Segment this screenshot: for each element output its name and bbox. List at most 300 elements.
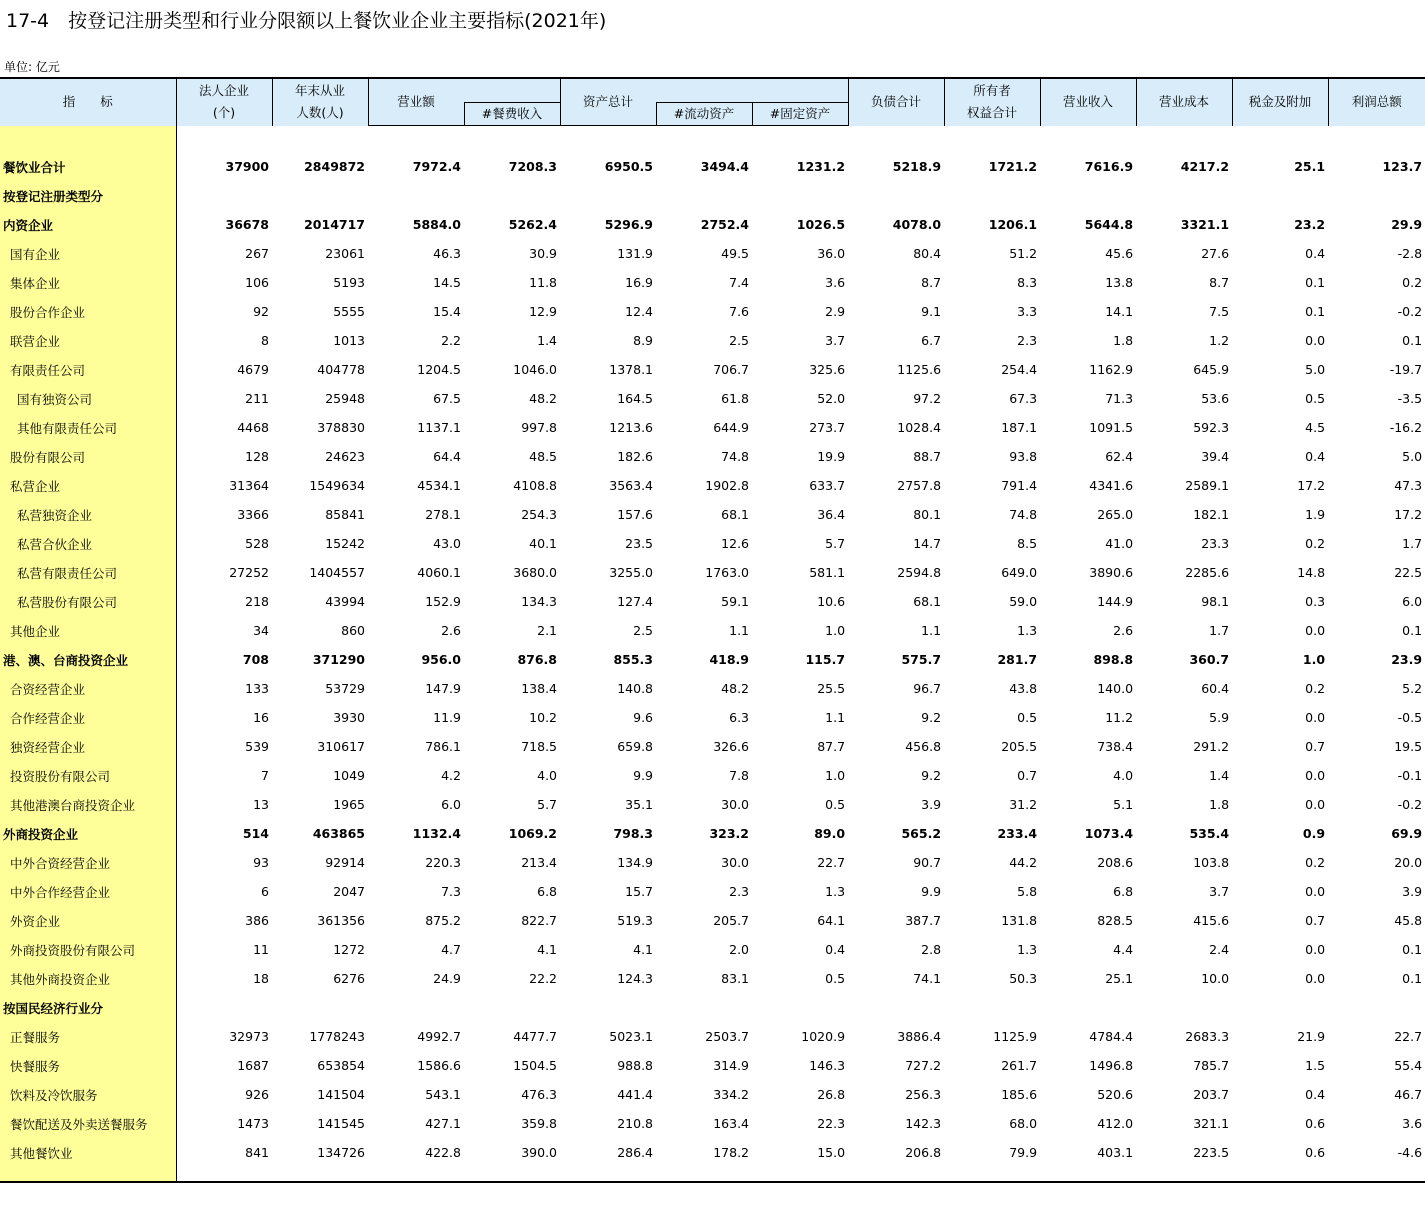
table-cell: 7.5 [1209,304,1230,319]
table-cell: 60.4 [1201,681,1230,696]
table-cell: 371290 [312,652,365,667]
table-cell: 35.1 [625,797,654,812]
table-cell: 4.7 [441,942,461,957]
table-cell: 43.8 [1009,681,1038,696]
table-cell: 387.7 [905,913,942,928]
table-cell: -0.2 [1397,797,1423,812]
table-cell [1328,993,1425,1022]
table-cell: 2.3 [1017,333,1038,348]
table-cell: 2.0 [729,942,750,957]
table-cell: 133 [245,681,269,696]
table-cell: 5.7 [825,536,846,551]
table-cell: 1125.6 [897,362,942,377]
header-catering-income: #餐费收入 [464,103,560,126]
table-cell: 2.6 [1113,623,1134,638]
table-cell: 0.5 [825,797,846,812]
table-cell: 427.1 [425,1116,461,1131]
header-cost: 营业成本 [1136,78,1232,126]
table-cell: 213.4 [521,855,558,870]
table-cell: 997.8 [521,420,558,435]
table-cell: 6950.5 [604,159,654,174]
table-cell: 59.0 [1009,594,1038,609]
table-cell: 6.3 [729,710,750,725]
table-cell: -2.8 [1397,246,1423,261]
header-total-assets: 资产总计 [560,78,848,103]
table-cell: 1069.2 [508,826,558,841]
table-cell: 5884.0 [412,217,461,232]
table-cell: 2.5 [633,623,654,638]
table-cell: 0.1 [1402,942,1423,957]
table-cell: 1162.9 [1089,362,1134,377]
table-cell: 3494.4 [700,159,750,174]
table-cell: 1013 [333,333,365,348]
row-label: 联营企业 [0,326,176,355]
table-cell: 44.2 [1009,855,1038,870]
page-title: 17-4 按登记注册类型和行业分限额以上餐饮业企业主要指标(2021年) [6,10,607,32]
table-cell: 0.1 [1402,971,1423,986]
table-cell: 2752.4 [700,217,750,232]
table-cell: 4.1 [537,942,558,957]
table-cell: 18 [253,971,269,986]
table-cell: 926 [245,1087,269,1102]
table-cell: 653854 [317,1058,365,1073]
table-cell: 519.3 [617,913,654,928]
table-row [0,384,1425,413]
table-cell: 23.2 [1294,217,1326,232]
table-cell: 5262.4 [508,217,558,232]
table-cell: 4341.6 [1089,478,1134,493]
table-row [0,413,1425,442]
table-cell: 310617 [317,739,365,754]
table-cell: 11 [253,942,269,957]
table-cell: 6.0 [1402,594,1423,609]
table-cell: 3321.1 [1180,217,1230,232]
table-cell: 1125.9 [993,1029,1038,1044]
table-row [0,1080,1425,1109]
row-label: 股份合作企业 [0,297,176,326]
unit-label: 单位: 亿元 [4,60,60,74]
header-total-liabilities: 负债合计 [848,78,944,126]
table-cell: 1965 [333,797,365,812]
table-cell: 1272 [333,942,365,957]
table-cell: 390.0 [521,1145,558,1160]
table-cell: 218 [245,594,269,609]
table-cell: 29.9 [1391,217,1423,232]
table-row [0,790,1425,819]
table-cell: 7972.4 [412,159,461,174]
table-cell: 5023.1 [609,1029,654,1044]
table-cell: 15242 [325,536,365,551]
table-cell: 2.3 [729,884,750,899]
table-cell: 565.2 [901,826,942,841]
table-cell: 5296.9 [604,217,654,232]
table-cell: 74.8 [721,449,750,464]
table-cell: 31.2 [1009,797,1038,812]
table-cell: 1049 [333,768,365,783]
table-cell: 34 [253,623,269,638]
table-cell: 273.7 [809,420,846,435]
table-cell: 205.5 [1001,739,1038,754]
table-cell: 1.3 [1017,942,1038,957]
table-cell: 64.1 [817,913,846,928]
table-cell: 1137.1 [417,420,461,435]
table-cell: -3.5 [1397,391,1423,406]
table-cell [464,993,560,1022]
table-cell: 1.4 [537,333,558,348]
table-cell: 2.6 [441,623,461,638]
row-label: 其他港澳台商投资企业 [0,790,176,819]
table-row [0,761,1425,790]
table-cell: 24.9 [433,971,461,986]
table-cell [944,181,1040,210]
row-label: 其他外商投资企业 [0,964,176,993]
table-cell: 528 [245,536,269,551]
table-cell [1232,181,1328,210]
table-cell: 1.0 [1302,652,1326,667]
table-cell: 0.4 [825,942,846,957]
table-cell: 13.8 [1105,275,1134,290]
row-label: 私营合伙企业 [0,529,176,558]
table-cell: 3930 [333,710,365,725]
table-cell: 0.7 [1305,913,1326,928]
table-cell: 9.2 [921,710,942,725]
table-cell: 74.8 [1009,507,1038,522]
indicator-table [0,77,1425,1183]
table-row [0,326,1425,355]
table-cell: 520.6 [1097,1087,1134,1102]
table-cell [656,181,752,210]
table-cell: 9.1 [921,304,942,319]
table-cell: 4060.1 [417,565,461,580]
table-cell: 4.4 [1113,942,1134,957]
table-cell: 0.4 [1305,449,1326,464]
table-cell [1232,993,1328,1022]
table-cell: 256.3 [905,1087,942,1102]
table-cell: 11.8 [529,275,558,290]
header-turnover: 营业额 [368,78,560,103]
table-cell: 0.2 [1305,855,1326,870]
table-cell: 1213.6 [609,420,654,435]
table-cell: 26.8 [817,1087,846,1102]
table-cell: 4477.7 [513,1029,558,1044]
table-cell: 3.7 [1209,884,1230,899]
table-cell: 22.3 [817,1116,846,1131]
table-cell: 6.0 [441,797,461,812]
table-cell: 144.9 [1097,594,1134,609]
table-cell: 0.1 [1402,333,1423,348]
table-cell: 32973 [229,1029,269,1044]
table-cell: 0.3 [1305,594,1326,609]
table-row [0,732,1425,761]
table-cell [752,993,848,1022]
table-cell: 1.0 [825,623,846,638]
row-label: 按国民经济行业分 [0,993,176,1022]
table-cell: 25.1 [1294,159,1326,174]
table-cell: 210.8 [617,1116,654,1131]
table-cell: 41.0 [1105,536,1134,551]
table-cell: 14.5 [433,275,461,290]
table-cell: 334.2 [713,1087,750,1102]
table-cell: 841 [245,1145,269,1160]
table-cell: 278.1 [425,507,461,522]
table-cell: 0.1 [1305,275,1326,290]
table-cell: 0.0 [1305,768,1326,783]
table-cell: 27252 [229,565,269,580]
table-cell [368,993,464,1022]
table-cell: 4.2 [441,768,461,783]
row-label: 国有独资公司 [0,384,176,413]
table-cell: 456.8 [905,739,942,754]
table-cell: 61.8 [721,391,750,406]
table-cell: 5218.9 [892,159,942,174]
table-cell: 46.7 [1394,1087,1423,1102]
table-cell: 22.7 [1394,1029,1423,1044]
table-cell: 1.8 [1113,333,1134,348]
table-cell: 80.4 [913,246,942,261]
table-cell: 0.6 [1305,1145,1326,1160]
table-cell: 140.8 [617,681,654,696]
table-cell: 706.7 [713,362,750,377]
table-cell: 1721.2 [988,159,1038,174]
row-label: 饮料及冷饮服务 [0,1080,176,1109]
table-cell: 9.2 [921,768,942,783]
table-cell: 543.1 [425,1087,461,1102]
table-cell: 0.0 [1305,710,1326,725]
row-label: 其他企业 [0,616,176,645]
table-cell: 314.9 [713,1058,750,1073]
table-cell: 147.9 [425,681,461,696]
table-cell: 514 [242,826,269,841]
table-cell: 1132.4 [412,826,461,841]
table-cell: 786.1 [425,739,461,754]
table-row [0,152,1425,181]
table-cell: 2594.8 [897,565,942,580]
table-cell: 875.2 [425,913,461,928]
table-cell: 0.4 [1305,246,1326,261]
table-cell: 152.9 [425,594,461,609]
table-cell: 6.8 [1113,884,1134,899]
table-cell: 205.7 [713,913,750,928]
table-cell: 92914 [325,855,365,870]
table-cell: 0.2 [1402,275,1423,290]
row-label: 合资经营企业 [0,674,176,703]
table-cell: 4992.7 [417,1029,461,1044]
table-cell: 9.6 [633,710,654,725]
table-cell: 2.4 [1209,942,1230,957]
table-row [0,268,1425,297]
table-cell: 10.6 [817,594,846,609]
table-cell: 134.9 [617,855,654,870]
table-cell: 3.3 [1017,304,1038,319]
table-row [0,1109,1425,1138]
table-cell: 1.1 [921,623,942,638]
table-cell: 418.9 [709,652,750,667]
table-row [0,1138,1425,1167]
table-row [0,906,1425,935]
table-cell: 645.9 [1193,362,1230,377]
table-cell: 876.8 [517,652,558,667]
table-cell: 4078.0 [892,217,942,232]
table-cell: 3.7 [825,333,846,348]
table-cell: 3255.0 [609,565,654,580]
table-cell: 23061 [325,246,365,261]
table-cell: 128 [245,449,269,464]
table-cell: 535.4 [1189,826,1230,841]
header-current-assets: #流动资产 [656,103,752,126]
table-cell: 22.2 [529,971,558,986]
table-cell: 1204.5 [417,362,461,377]
table-cell: 0.1 [1402,623,1423,638]
table-cell: 53.6 [1201,391,1230,406]
table-cell: 0.0 [1305,333,1326,348]
table-cell: 0.2 [1305,536,1326,551]
table-cell: 2503.7 [705,1029,750,1044]
table-cell: 182.1 [1193,507,1230,522]
row-label: 按登记注册类型分 [0,181,176,210]
table-cell: 40.1 [529,536,558,551]
row-label: 其他餐饮业 [0,1138,176,1167]
table-cell [176,993,272,1022]
table-cell: 1026.5 [796,217,846,232]
table-cell: 25948 [325,391,365,406]
table-cell: 2757.8 [897,478,942,493]
table-cell: 93 [253,855,269,870]
table-cell: 0.5 [1305,391,1326,406]
table-cell [464,181,560,210]
table-row [0,587,1425,616]
row-label: 外资企业 [0,906,176,935]
table-cell: 378830 [317,420,365,435]
table-cell: 8.9 [633,333,654,348]
table-cell: 206.8 [905,1145,942,1160]
table-row [0,181,1425,210]
table-cell: 860 [341,623,365,638]
table-cell: 185.6 [1001,1087,1038,1102]
table-cell: 7.8 [729,768,750,783]
table-cell: 15.0 [817,1145,846,1160]
table-cell: 127.4 [617,594,654,609]
table-cell: 5.7 [537,797,558,812]
table-cell: 103.8 [1193,855,1230,870]
table-cell: 87.7 [817,739,846,754]
table-cell: 1.7 [1402,536,1423,551]
table-cell: 22.7 [817,855,846,870]
table-cell: 4679 [237,362,269,377]
table-cell: 738.4 [1097,739,1134,754]
table-cell: 3.6 [825,275,846,290]
table-cell: 3366 [237,507,269,522]
table-cell: 359.8 [521,1116,558,1131]
table-cell: 463865 [312,826,365,841]
table-cell: 1778243 [309,1029,365,1044]
row-label: 私营股份有限公司 [0,587,176,616]
table-cell: 74.1 [913,971,942,986]
table-cell: 51.2 [1009,246,1038,261]
table-cell [272,993,368,1022]
table-cell: 361356 [317,913,365,928]
table-cell: 36.4 [817,507,846,522]
table-cell: 5.8 [1017,884,1038,899]
table-cell: 988.8 [617,1058,654,1073]
table-cell: 55.4 [1394,1058,1423,1073]
table-cell: 0.0 [1305,797,1326,812]
table-cell: 592.3 [1193,420,1230,435]
table-cell: 68.0 [1009,1116,1038,1131]
table-cell: 3890.6 [1089,565,1134,580]
table-cell: 422.8 [425,1145,461,1160]
table-cell: 0.5 [1017,710,1038,725]
table-cell: 37900 [225,159,269,174]
table-cell: 48.2 [721,681,750,696]
table-cell: 97.2 [913,391,942,406]
table-cell: 3563.4 [609,478,654,493]
table-cell: 1902.8 [705,478,750,493]
table-cell: 2047 [333,884,365,899]
table-cell: 4217.2 [1180,159,1230,174]
table-cell: 1.5 [1305,1058,1326,1073]
table-cell [1040,181,1136,210]
table-cell: -19.7 [1389,362,1423,377]
table-cell: 2.2 [441,333,461,348]
table-cell: 321.1 [1193,1116,1230,1131]
table-cell [752,181,848,210]
table-cell: 4468 [237,420,269,435]
table-cell: 14.1 [1105,304,1134,319]
table-row [0,210,1425,239]
table-cell: 1.2 [1209,333,1230,348]
table-cell: 140.0 [1097,681,1134,696]
table-cell: 50.3 [1009,971,1038,986]
table-cell: 3886.4 [897,1029,942,1044]
table-cell: 5.9 [1209,710,1230,725]
table-cell: 1231.2 [796,159,846,174]
table-cell [1136,993,1232,1022]
table-cell: 98.1 [1201,594,1230,609]
table-cell: 187.1 [1001,420,1038,435]
table-cell: 15.4 [433,304,461,319]
table-cell: 36.0 [817,246,846,261]
table-cell: 4108.8 [513,478,558,493]
table-cell: 16 [253,710,269,725]
table-cell: 3.9 [1402,884,1423,899]
table-cell: 23.5 [625,536,654,551]
table-cell: 1091.5 [1089,420,1134,435]
table-cell: 89.0 [814,826,846,841]
table-cell: 59.1 [721,594,750,609]
table-cell: 267 [245,246,269,261]
table-cell: 412.0 [1097,1116,1134,1131]
table-cell: 7 [261,768,269,783]
table-cell: 9.9 [633,768,654,783]
table-cell: 67.5 [433,391,461,406]
table-cell: 68.1 [913,594,942,609]
row-label: 合作经营企业 [0,703,176,732]
table-cell: 7.4 [729,275,750,290]
table-cell: 23.3 [1201,536,1230,551]
table-row [0,819,1425,848]
table-cell: 659.8 [617,739,654,754]
table-cell: -0.5 [1397,710,1423,725]
table-cell: 0.9 [1302,826,1326,841]
table-cell: 8.5 [1017,536,1038,551]
table-cell: 27.6 [1201,246,1230,261]
table-cell: 67.3 [1009,391,1038,406]
table-cell: 233.4 [997,826,1038,841]
table-cell: 25.5 [817,681,846,696]
table-cell: 93.8 [1009,449,1038,464]
table-cell: 1.3 [825,884,846,899]
row-label: 中外合资经营企业 [0,848,176,877]
